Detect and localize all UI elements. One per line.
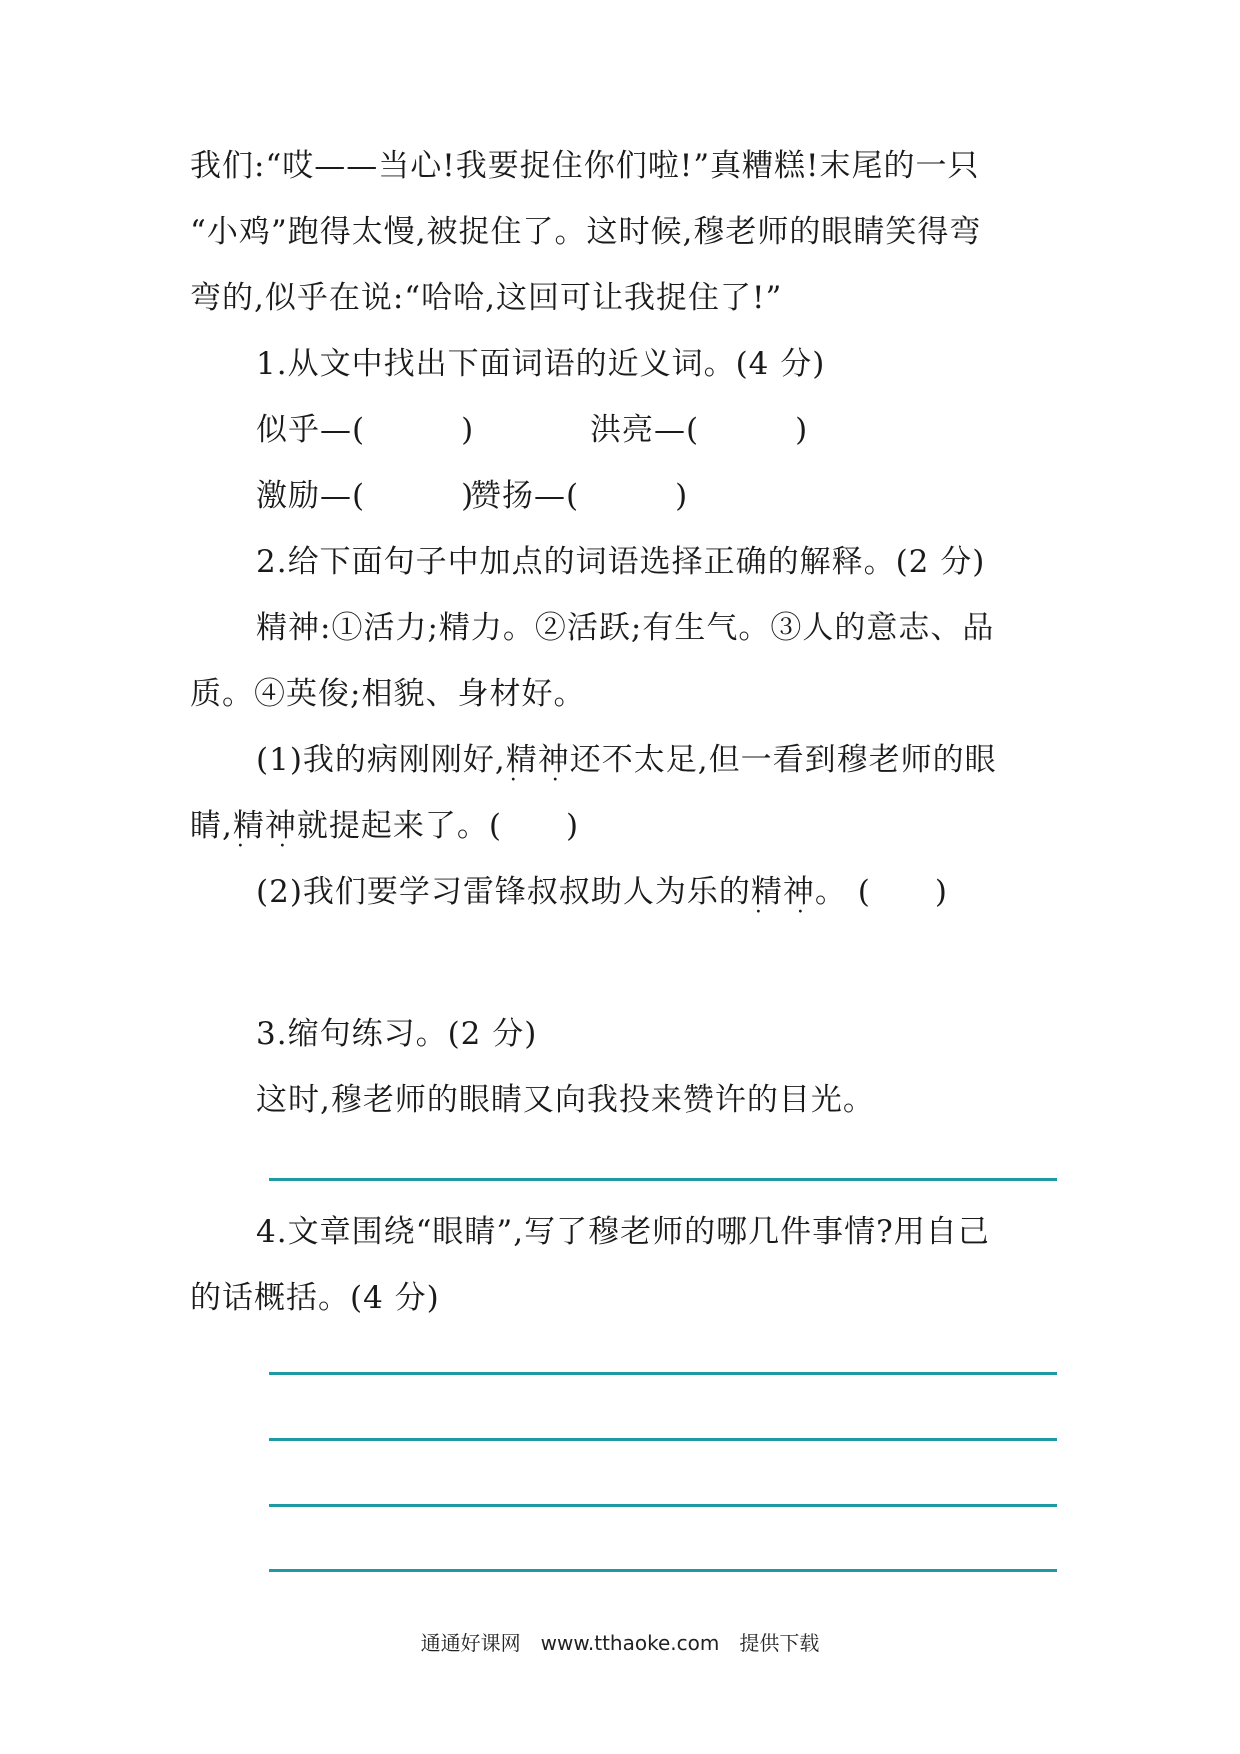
synonym-item-2: 洪亮—( ) [590,412,809,448]
dotted-word: 精神 · · [233,806,297,846]
passage-line-2: “小鸡”跑得太慢,被捉住了。这时候,穆老师的眼睛笑得弯 [190,214,982,250]
question-3-sentence: 这时,穆老师的眼睛又向我投来赞许的目光。 [256,1082,875,1118]
question-4-title-line-1: 4.文章围绕“眼睛”,写了穆老师的哪几件事情?用自己 [256,1214,990,1250]
answer-line[interactable] [269,1504,1057,1507]
question-4-title-line-2: 的话概括。(4 分) [190,1280,440,1316]
answer-line[interactable] [269,1438,1057,1441]
dotted-word: 精神 · · [506,740,570,780]
answer-line[interactable] [269,1178,1057,1181]
sentence-1-text-b: 还不太足,但一看到穆老师的眼 [569,742,997,778]
sentence-1b-text-b: 就提起来了。( ) [296,808,580,844]
answer-line[interactable] [269,1569,1057,1572]
sentence-1-line-2 [190,806,579,846]
answer-line[interactable] [269,1372,1057,1375]
passage-line-3: 弯的,似乎在说:“哈哈,这回可让我捉住了!” [190,280,783,316]
definition-line-1: 精神:①活力;精力。②活跃;有生气。③人的意志、品 [256,610,995,646]
question-3-title: 3.缩句练习。(2 分) [256,1016,538,1052]
question-1-title: 1.从文中找出下面词语的近义词。(4 分) [256,346,826,382]
sentence-1-line-1 [256,740,997,780]
synonym-item-3: 激励—( ) [256,478,475,514]
sentence-1-text-a: (1)我的病刚刚好, [256,742,506,778]
sentence-1b-text-a: 睛, [190,808,233,844]
sentence-2-text-b: 。 ( ) [814,874,948,910]
footer-source: 通通好课网 www.tthaoke.com 提供下载 [420,1631,820,1655]
dotted-word: 精神 · · [751,872,815,912]
passage-line-1: 我们:“哎——当心!我要捉住你们啦!”真糟糕!末尾的一只 [190,148,980,184]
question-2-title: 2.给下面句子中加点的词语选择正确的解释。(2 分) [256,544,986,580]
sentence-2-text-a: (2)我们要学习雷锋叔叔助人为乐的 [256,874,751,910]
sentence-2 [256,872,948,912]
synonym-item-1: 似乎—( ) [256,412,475,448]
definition-line-2: 质。④英俊;相貌、身材好。 [190,676,586,712]
synonym-item-4: 赞扬—( ) [470,478,689,514]
